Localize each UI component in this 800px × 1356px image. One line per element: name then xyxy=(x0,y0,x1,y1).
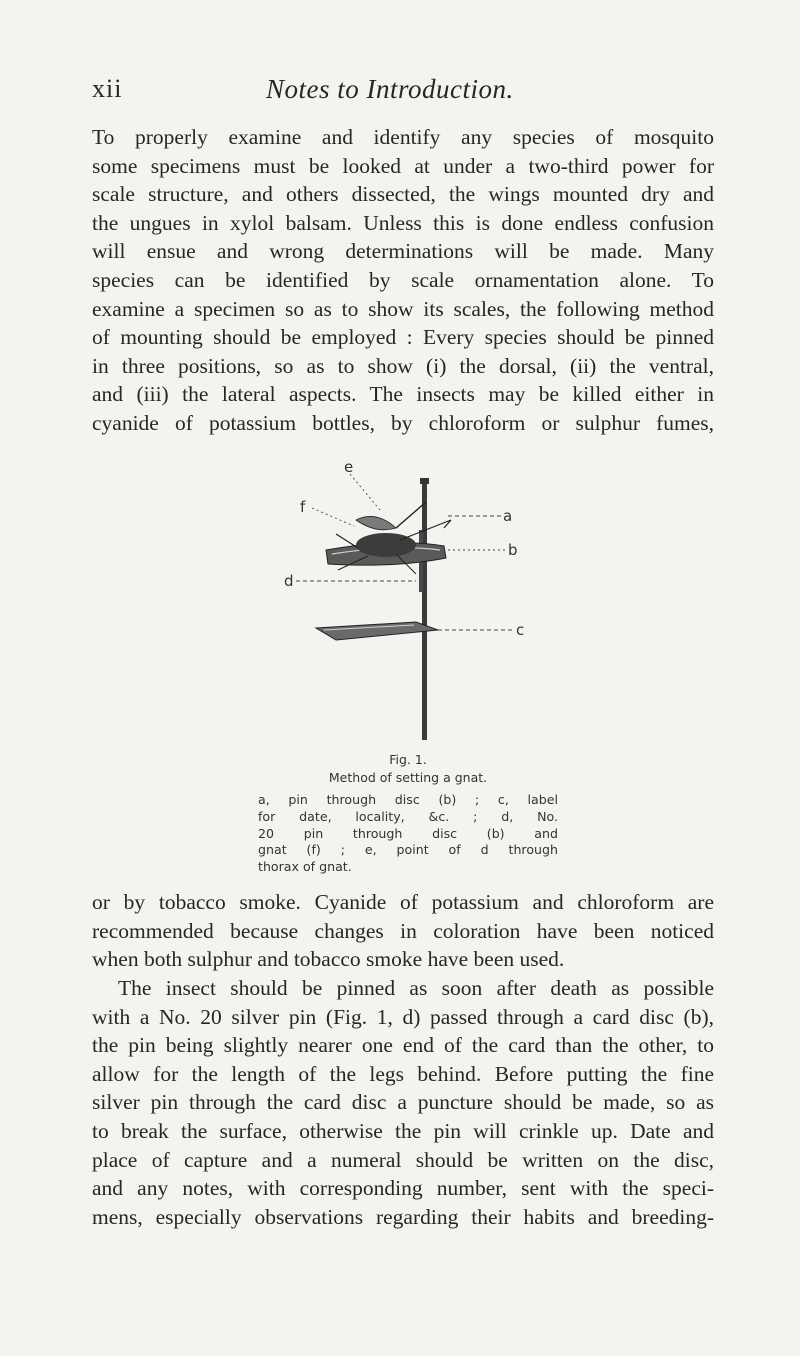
text-line: will ensue and wrong determinations will be made. Many xyxy=(92,239,714,264)
text-line: and any notes, with corresponding number, sent with the speci- xyxy=(92,1176,714,1201)
text-line: species can be identified by scale ornamentation alone. To xyxy=(92,267,714,292)
label-e: e xyxy=(344,458,354,476)
text-line: allow for the length of the legs behind. Before putting the fine xyxy=(92,1061,714,1086)
pin-a xyxy=(422,482,427,740)
gnat-wing xyxy=(356,516,396,529)
text-line: The insect should be pinned as soon after death as possible xyxy=(118,976,714,1000)
text-line: and (iii) the lateral aspects. The insects may be killed either in xyxy=(92,382,714,407)
pin-a-head xyxy=(420,478,429,484)
text-line: when both sulphur and tobacco smoke have been used. xyxy=(92,947,565,972)
label-f: f xyxy=(300,498,306,516)
text-line: the pin being slightly nearer one end of the card than the other, to xyxy=(92,1033,714,1058)
text-line: in three positions, so as to show (i) the dorsal, (ii) the ventral, xyxy=(92,353,714,378)
text-line: silver pin through the card disc a puncture should be made, so as xyxy=(92,1090,714,1115)
caption-line: thorax of gnat. xyxy=(258,859,352,875)
paragraph-2 xyxy=(92,888,714,974)
text-line: place of capture and a numeral should be written on the disc, xyxy=(92,1147,714,1172)
paragraph-3 xyxy=(92,974,714,1231)
text-line: or by tobacco smoke. Cyanide of potassium and chloroform are xyxy=(92,890,714,914)
text-line: mens, especially observations regarding their habits and breeding- xyxy=(92,1204,714,1229)
label-b: b xyxy=(508,541,518,559)
figure-number: Fig. 1. xyxy=(389,752,427,767)
caption-line: for date, locality, &c. ; d, No. xyxy=(258,808,558,824)
gnat-setting-figure xyxy=(276,450,546,740)
figure-caption xyxy=(258,792,558,876)
label-a: a xyxy=(503,507,513,525)
text-line: To properly examine and identify any species of mosquito xyxy=(92,125,714,149)
label-c: c xyxy=(516,621,525,639)
page-header xyxy=(92,74,712,114)
text-line: to break the surface, otherwise the pin will crinkle up. Date and xyxy=(92,1118,714,1143)
gnat-diagram xyxy=(276,450,546,740)
text-line: with a No. 20 silver pin (Fig. 1, d) passed through a card disc (b), xyxy=(92,1004,714,1029)
text-line: the ungues in xylol balsam. Unless this is done endless confusion xyxy=(92,210,714,235)
paragraph-1 xyxy=(92,123,714,438)
text-line: examine a specimen so as to show its scales, the following method xyxy=(92,296,714,321)
text-line: some specimens must be looked at under a two-third power for xyxy=(92,153,714,178)
text-line: of mounting should be employed : Every species should be pinned xyxy=(92,325,714,350)
figure-title: Method of setting a gnat. xyxy=(328,770,488,785)
text-line: cyanide of potassium bottles, by chloroform or sulphur fumes, xyxy=(92,410,714,435)
running-title: Notes to Introduction. xyxy=(266,74,514,104)
gnat-body xyxy=(356,533,416,557)
text-line: scale structure, and others dissected, the wings mounted dry and xyxy=(92,182,714,207)
caption-line: gnat (f) ; e, point of d through xyxy=(258,842,558,858)
label-d: d xyxy=(284,572,294,590)
label-card xyxy=(316,622,438,640)
caption-line: a, pin through disc (b) ; c, label xyxy=(258,792,558,807)
text-line: recommended because changes in coloration have been noticed xyxy=(92,918,714,943)
page-number: xii xyxy=(92,74,123,103)
caption-line: 20 pin through disc (b) and xyxy=(258,825,558,841)
